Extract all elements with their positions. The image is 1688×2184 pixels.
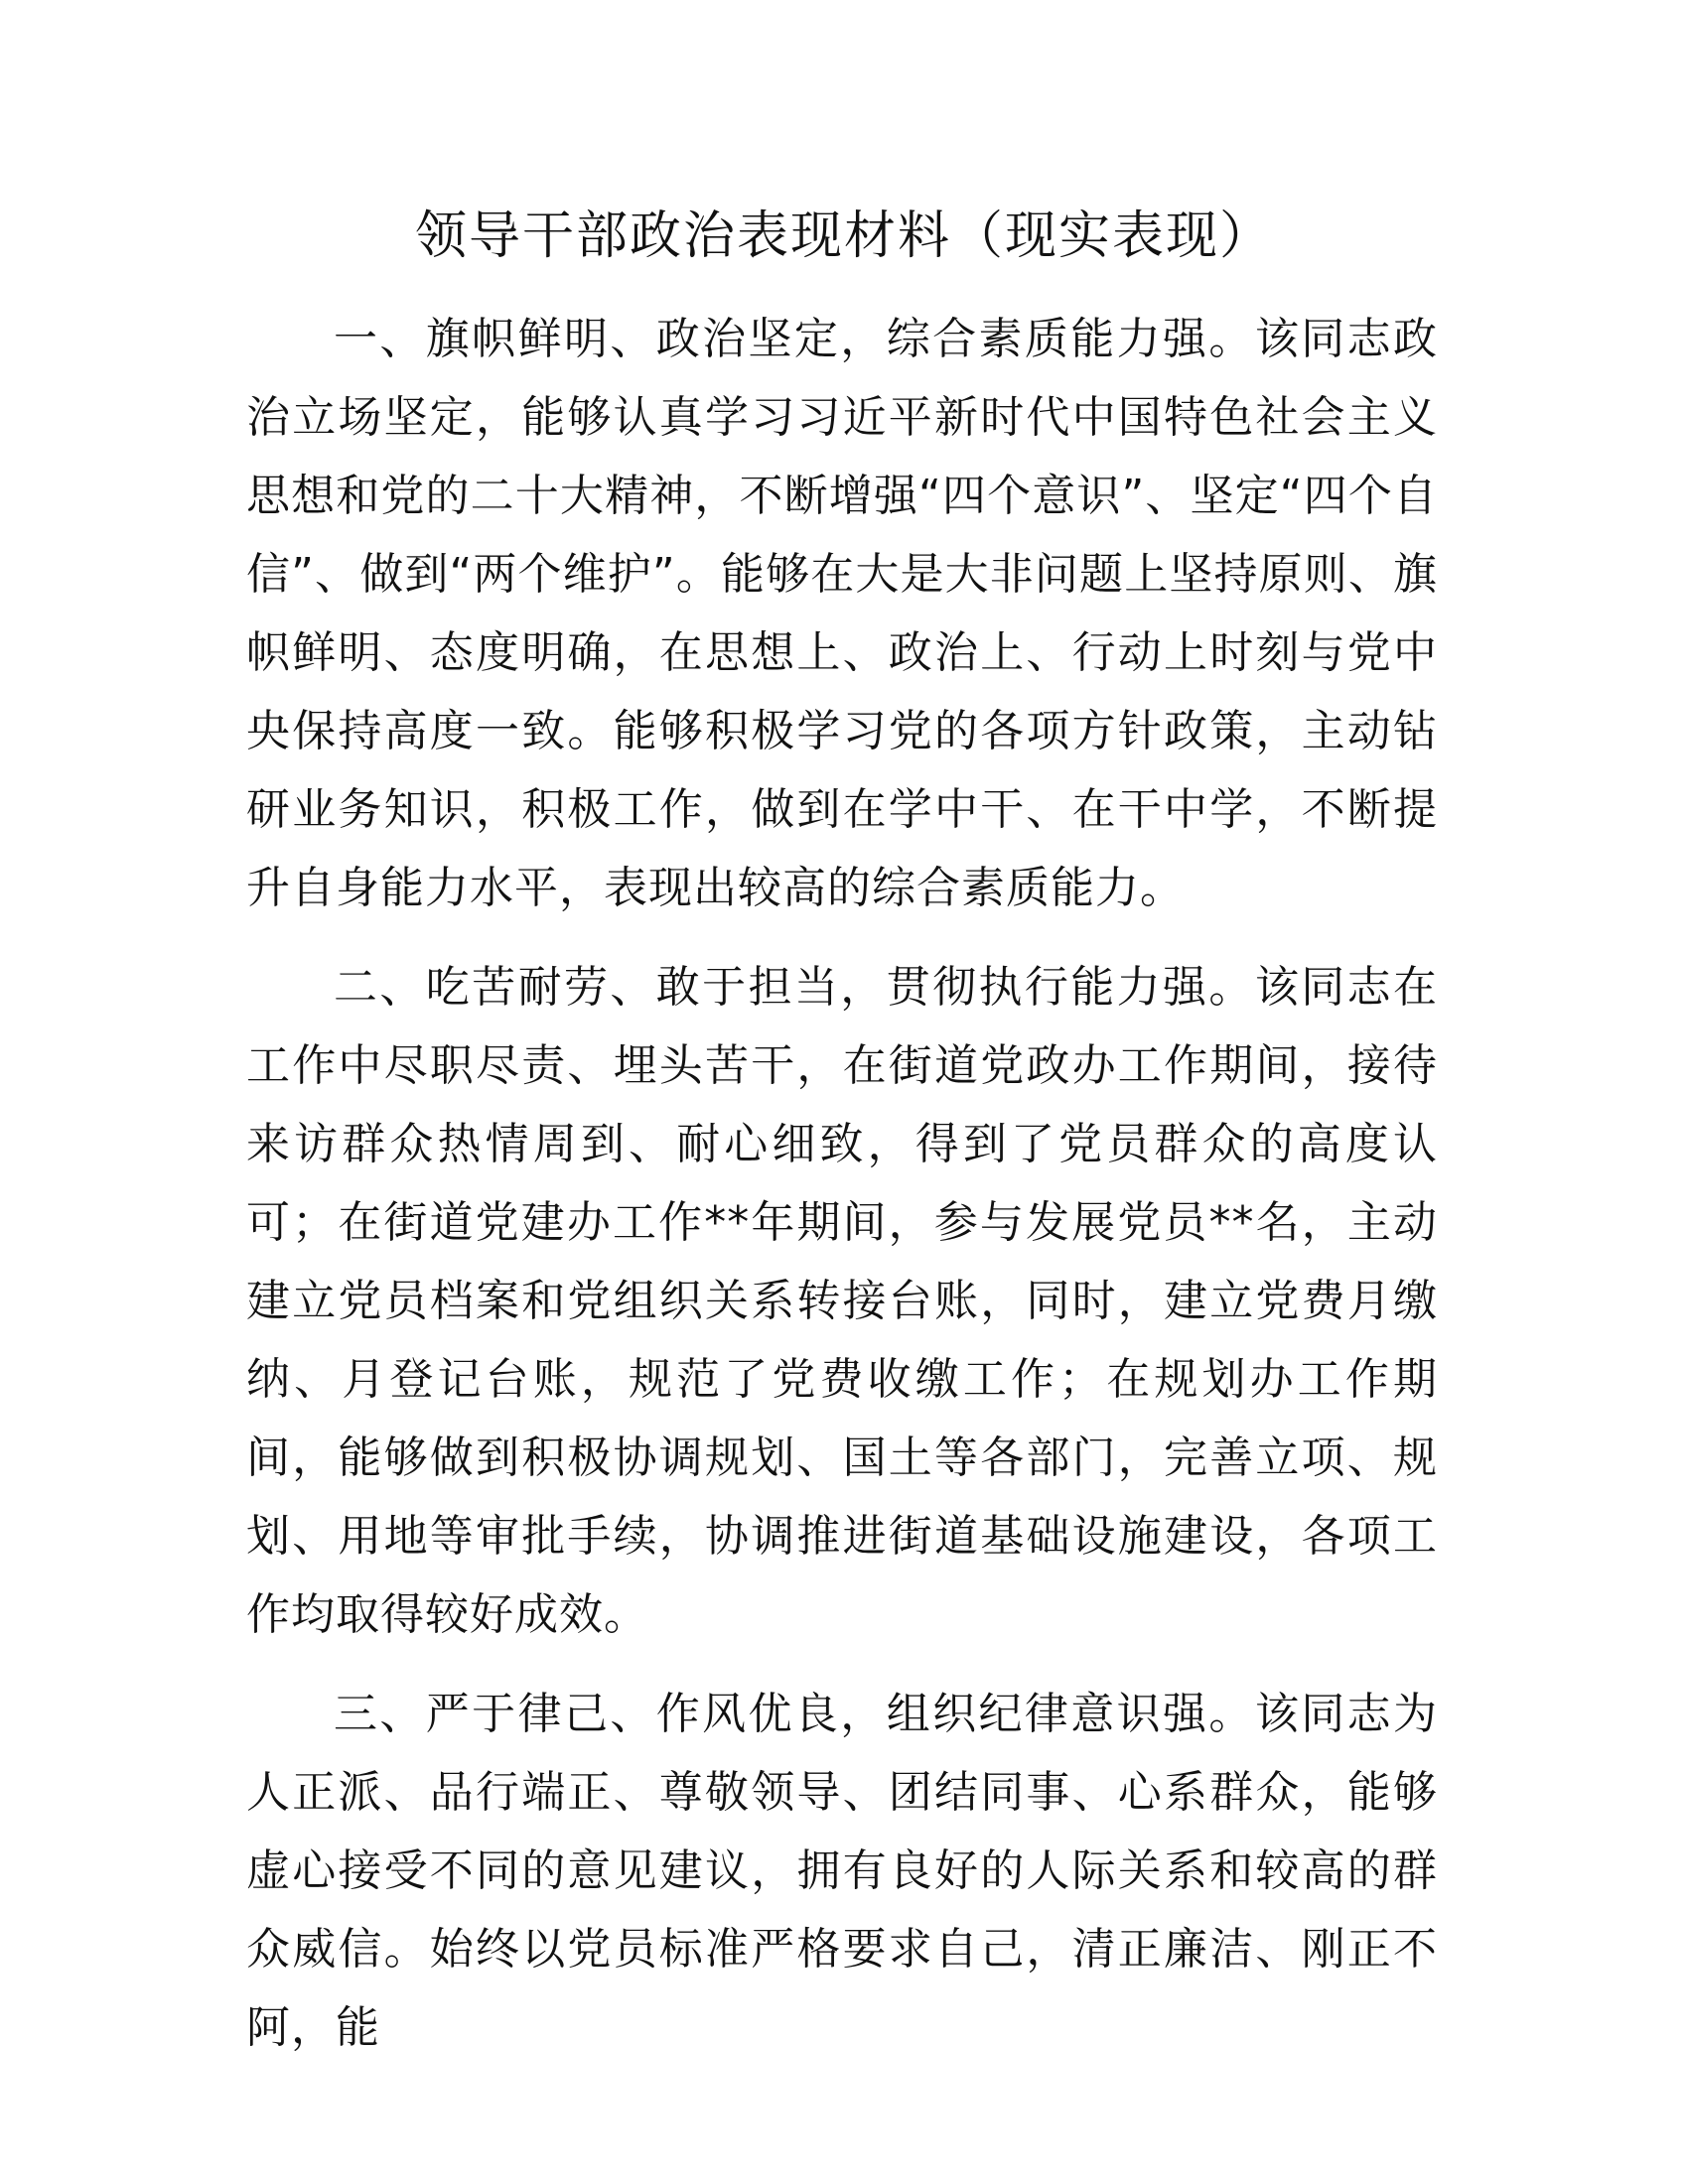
document-body bbox=[246, 300, 1438, 2088]
paragraph-2: 二、吃苦耐劳、敢于担当，贯彻执行能力强。该同志在工作中尽职尽责、埋头苦干，在街道党政办工作期间，接待来访群众热情周到、耐心细致，得到了党员群众的高度认可；在街道党建办工作**年期间，参与发展党员**名，主动建立党员档案和党组织关系转接台账，同时，建立党费月缴纳、月登记台账，规范了党费收缴工作；在规划办工作期间，能够做到积极协调规划、国土等各部门，完善立项、规划、用地等审批手续，协调推进街道基础设施建设，各项工作均取得较好成效。 bbox=[246, 962, 1438, 1640]
paragraph-1: 一、旗帜鲜明、政治坚定，综合素质能力强。该同志政治立场坚定，能够认真学习习近平新时代中国特色社会主义思想和党的二十大精神，不断增强“四个意识”、坚定“四个自信”、做到“两个维护”。能够在大是大非问题上坚持原则、旗帜鲜明、态度明确，在思想上、政治上、行动上时刻与党中央保持高度一致。能够积极学习党的各项方针政策，主动钻研业务知识，积极工作，做到在学中干、在干中学，不断提升自身能力水平，表现出较高的综合素质能力。 bbox=[246, 314, 1438, 913]
paragraph-3: 三、严于律己、作风优良，组织纪律意识强。该同志为人正派、品行端正、尊敬领导、团结同事、心系群众，能够虚心接受不同的意见建议，拥有良好的人际关系和较高的群众威信。始终以党员标准严格要求自己，清正廉洁、刚正不阿，能 bbox=[246, 1689, 1438, 2053]
document-title: 领导干部政治表现材料（现实表现） bbox=[414, 206, 1273, 266]
